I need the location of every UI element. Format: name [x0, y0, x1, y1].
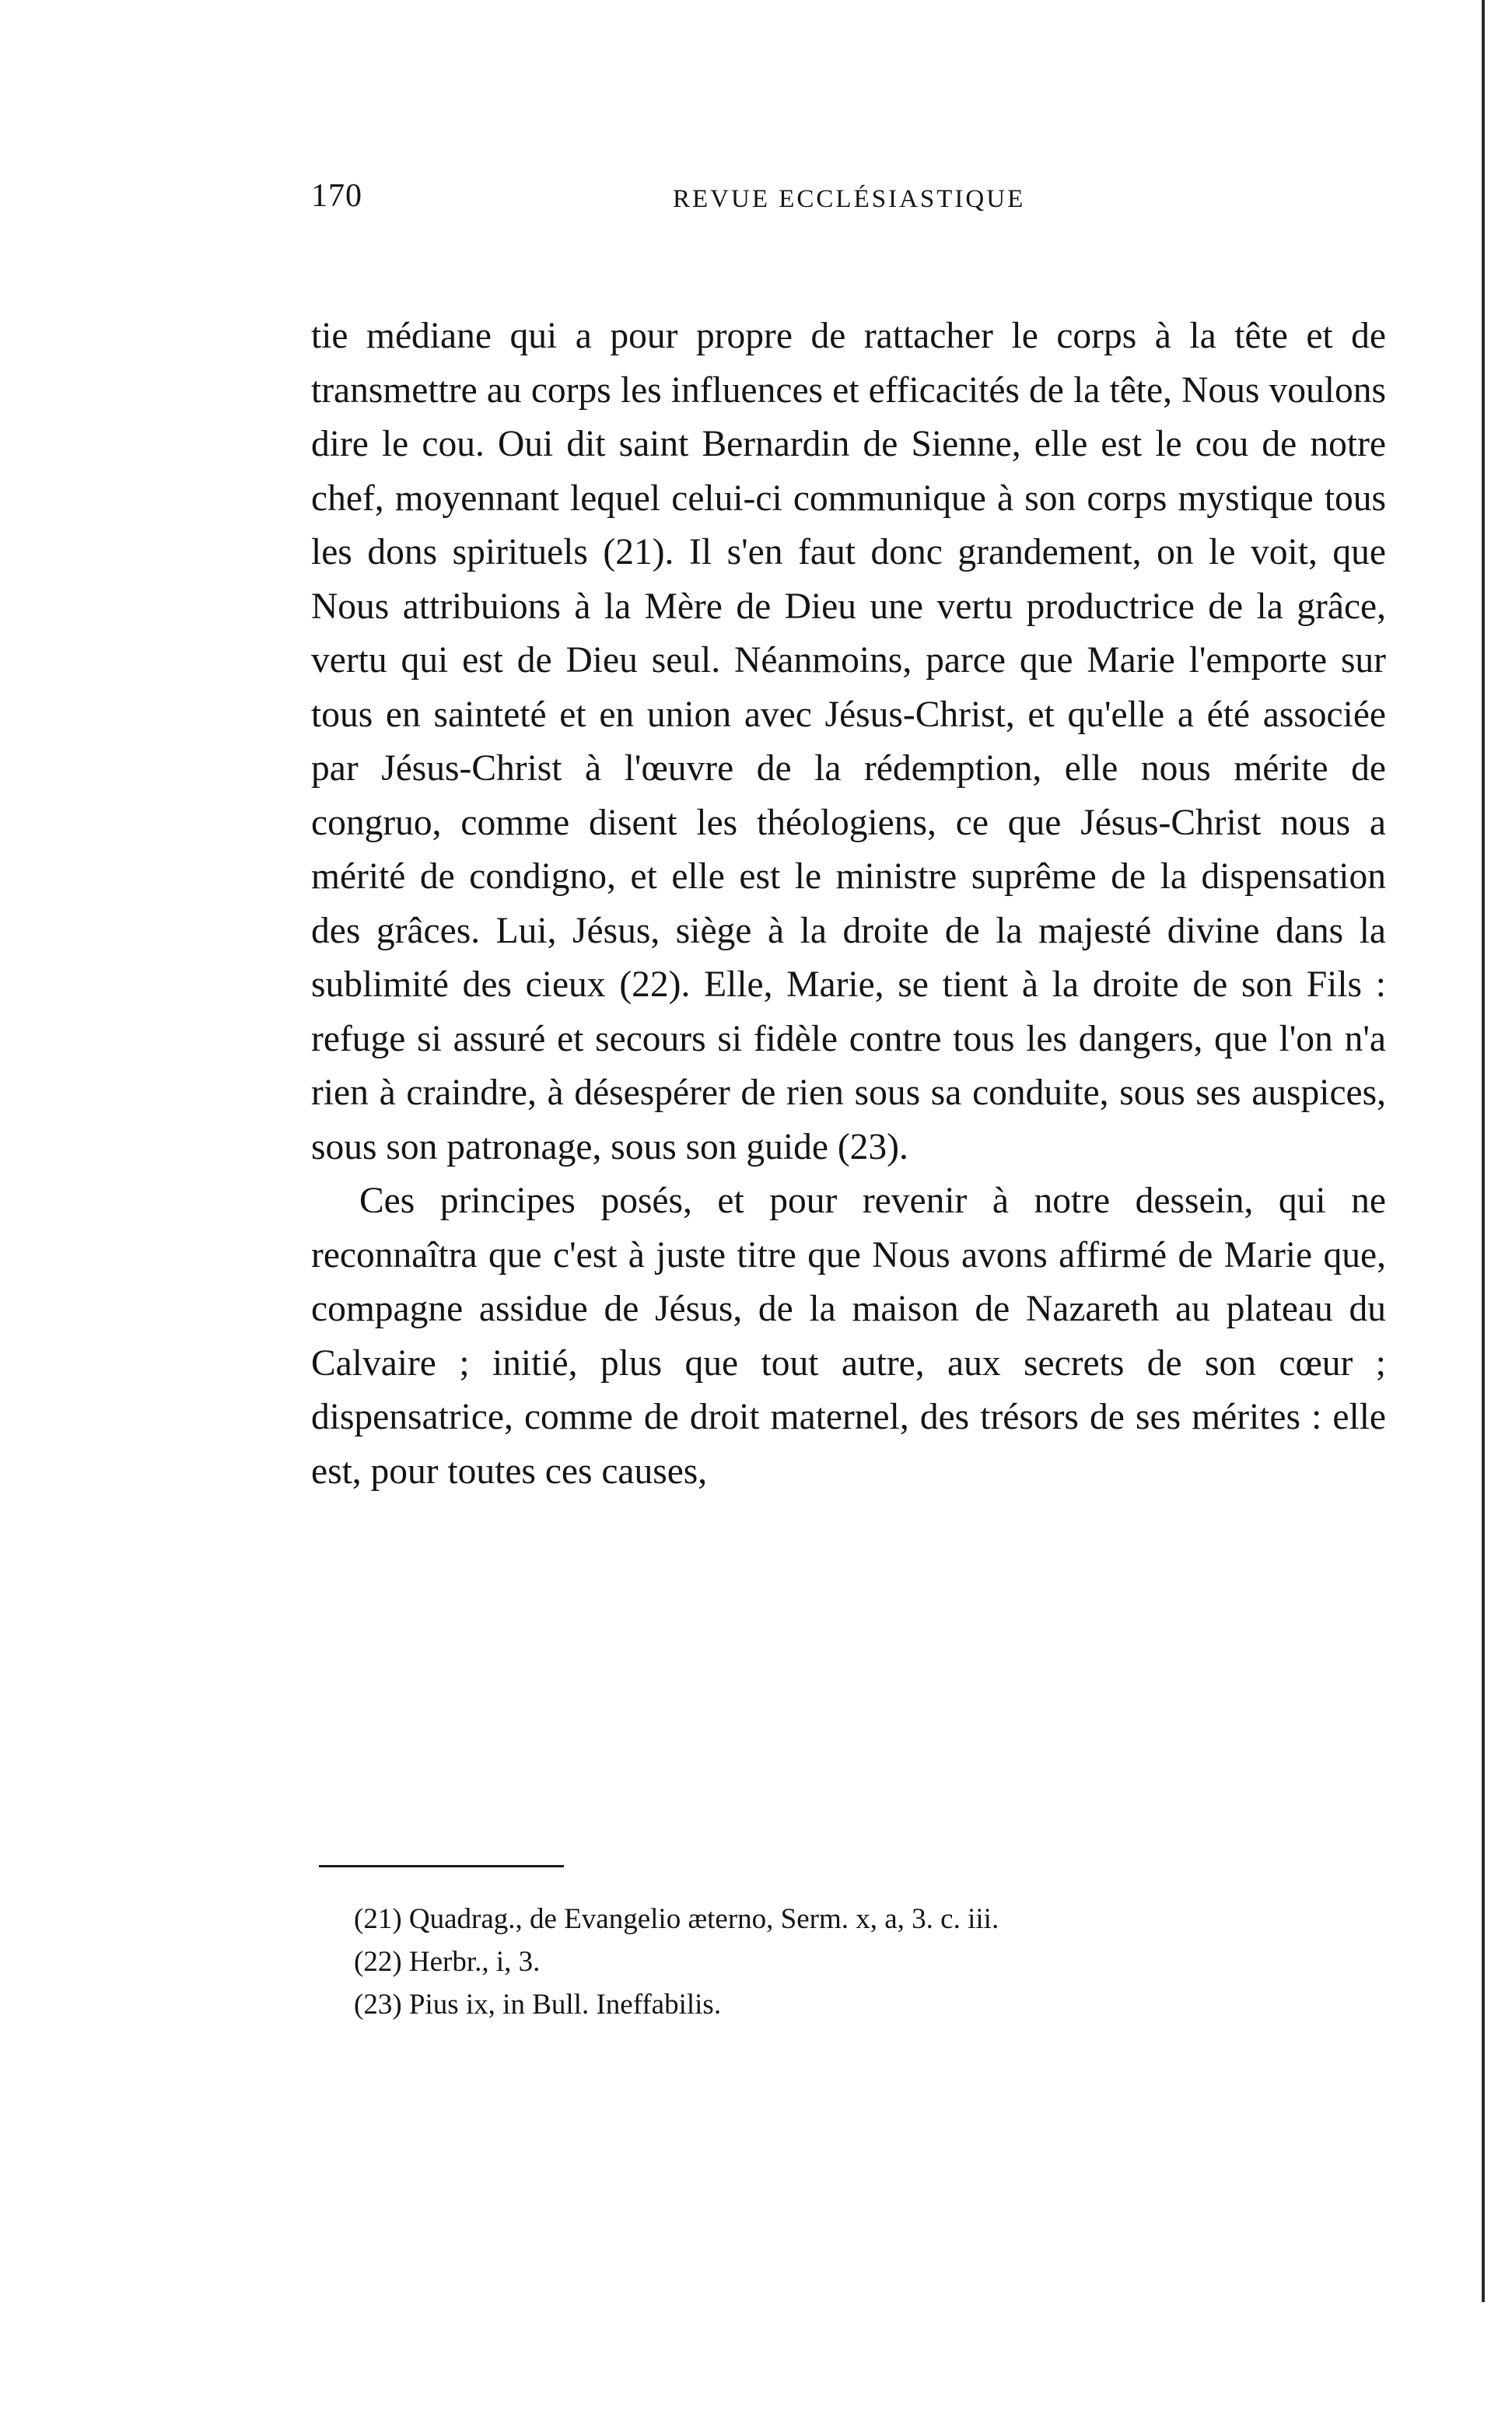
paragraph: Ces principes posés, et pour revenir à notre dessein, qui ne reconnaîtra que c'est à juste titre que Nous avons affirmé de Marie que, compagne assidue de Jésus, de la maison de Nazareth au plateau du Calvaire ; initié, plus que tout autre, aux secrets de son cœur ; dispensatrice, comme de droit maternel, des trésors de ses mérites : elle est, pour toutes ces causes, [311, 1181, 1386, 1492]
footnote-21: (21) Quadrag., de Evangelio æterno, Serm. x, a, 3. c. iii. [354, 1903, 999, 1935]
running-head: REVUE ECCLÉSIASTIQUE [673, 185, 1026, 213]
footnote-23: (23) Pius ix, in Bull. Ineffabilis. [354, 1989, 722, 2021]
page-number: 170 [311, 178, 362, 214]
body-text [311, 310, 1386, 1499]
footnote-22: (22) Herbr., i, 3. [354, 1946, 541, 1978]
page-header [311, 177, 1392, 232]
paragraph: tie médiane qui a pour propre de rattacher le corps à la tête et de transmettre au corps les influences et efficacités de la tête, Nous voulons dire le cou. Oui dit saint Bernardin de Sienne, elle est le cou de notre chef, moyennant lequel celui-ci communique à son corps mystique tous les dons spirituels (21). Il s'en faut donc grandement, on le voit, que Nous attribuions à la Mère de Dieu une vertu productrice de la grâce, vertu qui est de Dieu seul. Néanmoins, parce que Marie l'emporte sur tous en sainteté et en union avec Jésus-Christ, et qu'elle a été associée par Jésus-Christ à l'œuvre de la rédemption, elle nous mérite de congruo, comme disent les théologiens, ce que Jésus-Christ nous a mérité de condigno, et elle est le ministre suprême de la dispensation des grâces. Lui, Jésus, siège à la droite de la majesté divine dans la sublimité des cieux (22). Elle, Marie, se tient à la droite de son Fils : refuge si assuré et secours si fidèle contre tous les dangers, que l'on n'a rien à craindre, à désespérer de rien sous sa conduite, sous ses auspices, sous son patronage, sous son guide (23). [311, 316, 1386, 1167]
scan-edge-line [1482, 0, 1485, 2302]
footnotes [354, 1898, 1365, 2026]
footnote-divider [319, 1865, 564, 1867]
